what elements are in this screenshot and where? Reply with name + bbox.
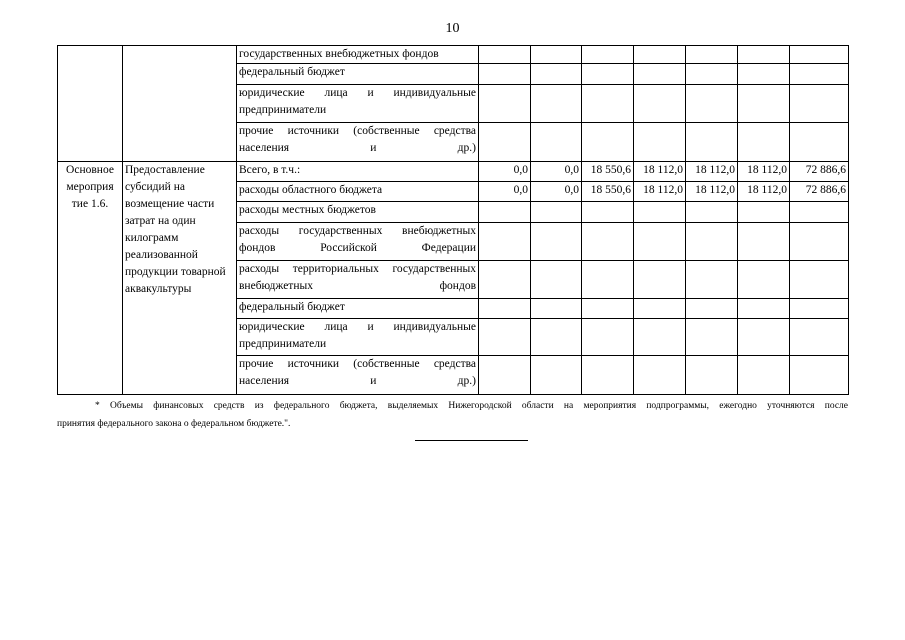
value-cell	[790, 64, 849, 85]
value-cell	[479, 64, 531, 85]
value-cell	[686, 64, 738, 85]
name-cell-continued	[123, 46, 237, 162]
value-cell	[738, 64, 790, 85]
value-cell	[686, 319, 738, 356]
source-cell: федеральный бюджет	[237, 64, 479, 85]
value-cell	[790, 202, 849, 223]
value-cell	[479, 85, 531, 123]
value-cell	[686, 85, 738, 123]
footnote-line-2: принятия федерального закона о федеральном бюджете.".	[57, 419, 291, 429]
value-cell	[531, 85, 582, 123]
value-cell: 0,0	[531, 162, 582, 182]
source-cell: расходы государственных внебюджетных фондов Российской Федерации	[237, 223, 479, 261]
source-cell: расходы территориальных государственных внебюджетных фондов	[237, 261, 479, 299]
value-cell	[686, 356, 738, 395]
value-cell	[634, 299, 686, 319]
closing-rule	[415, 440, 528, 441]
value-cell	[738, 123, 790, 162]
value-cell	[479, 356, 531, 395]
value-cell	[582, 223, 634, 261]
source-cell: Всего, в т.ч.:	[237, 162, 479, 182]
measure-code-line: Основное	[66, 164, 114, 176]
value-cell	[634, 261, 686, 299]
measure-name: Предоставление субсидий на возмещение части затрат на один килограмм реализованной продукции товарной аквакультуры	[123, 162, 237, 395]
value-cell	[582, 356, 634, 395]
table-row	[58, 46, 849, 64]
value-cell: 18 550,6	[582, 182, 634, 202]
value-cell	[479, 319, 531, 356]
value-cell: 18 550,6	[582, 162, 634, 182]
value-cell	[531, 202, 582, 223]
value-cell	[738, 261, 790, 299]
table-row	[58, 162, 849, 182]
value-cell	[479, 202, 531, 223]
value-cell	[479, 223, 531, 261]
measure-code-line: тие 1.6.	[71, 198, 109, 210]
value-cell	[531, 46, 582, 64]
value-cell: 18 112,0	[634, 182, 686, 202]
value-cell	[790, 299, 849, 319]
source-cell: расходы областного бюджета	[237, 182, 479, 202]
value-cell	[738, 85, 790, 123]
value-cell	[686, 123, 738, 162]
value-cell	[479, 299, 531, 319]
value-cell	[582, 261, 634, 299]
code-cell-continued	[58, 46, 123, 162]
value-cell	[634, 85, 686, 123]
value-cell	[479, 123, 531, 162]
value-cell	[531, 356, 582, 395]
value-cell	[582, 64, 634, 85]
value-cell: 0,0	[479, 162, 531, 182]
value-cell: 72 886,6	[790, 182, 849, 202]
source-cell: расходы местных бюджетов	[237, 202, 479, 223]
value-cell	[686, 261, 738, 299]
value-cell	[686, 202, 738, 223]
page-number: 10	[445, 21, 460, 36]
value-cell	[582, 202, 634, 223]
source-cell: государственных внебюджетных фондов	[237, 46, 479, 64]
value-cell	[634, 202, 686, 223]
value-cell	[531, 261, 582, 299]
value-cell	[790, 223, 849, 261]
value-cell	[634, 123, 686, 162]
value-cell	[531, 64, 582, 85]
value-cell	[686, 299, 738, 319]
value-cell	[479, 46, 531, 64]
value-cell	[790, 356, 849, 395]
value-cell	[582, 319, 634, 356]
table-body	[58, 46, 849, 395]
finance-table	[57, 45, 849, 395]
value-cell: 18 112,0	[686, 162, 738, 182]
value-cell	[479, 261, 531, 299]
value-cell	[634, 319, 686, 356]
value-cell	[531, 299, 582, 319]
value-cell	[582, 46, 634, 64]
source-cell: прочие источники (собственные средства населения и др.)	[237, 123, 479, 162]
value-cell	[531, 319, 582, 356]
value-cell: 18 112,0	[686, 182, 738, 202]
value-cell	[531, 123, 582, 162]
value-cell	[634, 223, 686, 261]
value-cell: 0,0	[531, 182, 582, 202]
value-cell	[686, 46, 738, 64]
source-cell: юридические лица и индивидуальные предприниматели	[237, 85, 479, 123]
footnote	[57, 397, 848, 433]
value-cell	[634, 46, 686, 64]
source-cell: прочие источники (собственные средства населения и др.)	[237, 356, 479, 395]
value-cell	[634, 356, 686, 395]
value-cell	[790, 261, 849, 299]
value-cell	[582, 123, 634, 162]
value-cell	[686, 223, 738, 261]
value-cell	[738, 46, 790, 64]
value-cell	[582, 85, 634, 123]
value-cell: 18 112,0	[634, 162, 686, 182]
value-cell	[738, 223, 790, 261]
source-cell: юридические лица и индивидуальные предприниматели	[237, 319, 479, 356]
value-cell	[582, 299, 634, 319]
value-cell	[531, 223, 582, 261]
value-cell	[738, 202, 790, 223]
value-cell	[790, 85, 849, 123]
value-cell	[790, 123, 849, 162]
value-cell: 72 886,6	[790, 162, 849, 182]
value-cell	[738, 299, 790, 319]
value-cell	[634, 64, 686, 85]
footnote-line-1: * Объемы финансовых средств из федерального бюджета, выделяемых Нижегородской области на мероприятия подпрограммы, ежегодно уточняются после	[95, 401, 848, 411]
value-cell	[790, 319, 849, 356]
measure-code	[58, 162, 123, 395]
value-cell: 18 112,0	[738, 182, 790, 202]
value-cell: 0,0	[479, 182, 531, 202]
value-cell	[790, 46, 849, 64]
value-cell	[738, 319, 790, 356]
value-cell	[738, 356, 790, 395]
value-cell: 18 112,0	[738, 162, 790, 182]
measure-code-line: мероприя	[66, 181, 114, 193]
source-cell: федеральный бюджет	[237, 299, 479, 319]
